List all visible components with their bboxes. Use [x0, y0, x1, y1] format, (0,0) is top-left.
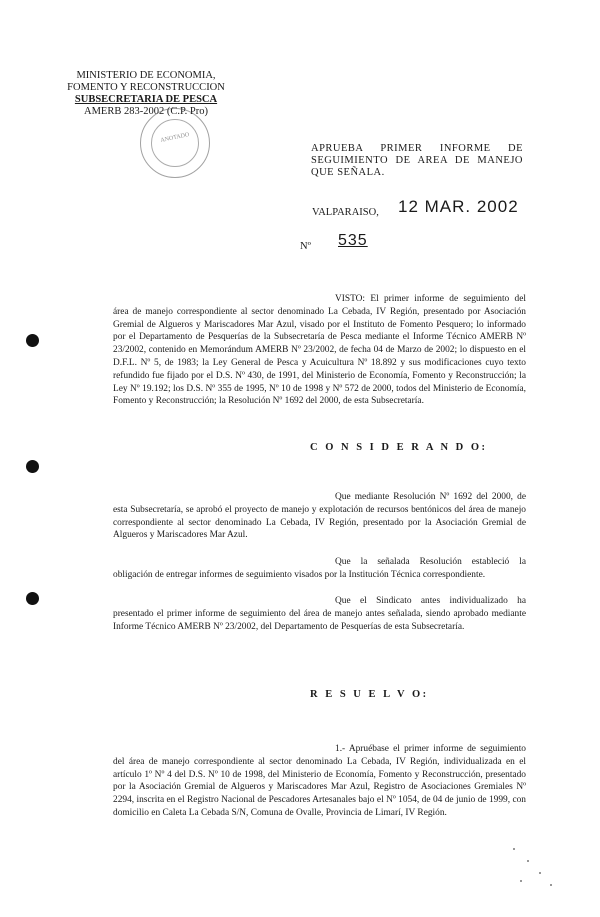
- ministry-line-1: MINISTERIO DE ECONOMIA,: [76, 70, 216, 81]
- resolution-number: 535: [338, 232, 368, 249]
- binder-hole: [26, 334, 39, 347]
- considerando-3-text: Que el Sindicato antes individualizado ha presentado el primer informe de seguimiento del área de manejo antes señalada, siendo aprobado mediante Informe Técnico AMERB Nº 23/2002, del Departamento de Pesquerías de esta Subsecretaría.: [113, 596, 526, 632]
- date-stamp: 12 MAR. 2002: [398, 197, 519, 216]
- considerando-1-text: Que mediante Resolución Nº 1692 del 2000, de esta Subsecretaría, se aprobó el proyecto de manejo y explotación de recursos bentónicos del área de manejo correspondiente al sector denominado La Cebada, IV Región, presentado por la Asociación Gremial de Algueros y Mariscadores Mar Azul.: [113, 492, 526, 541]
- scan-specks: [505, 842, 565, 902]
- visto-paragraph: VISTO: El primer informe de seguimiento del área de manejo correspondiente al sector denominado La Cebada, IV Región, presentado por Asociación Gremial de Algueros y Mariscadores Mar Azul, visado por el Instituto de Fomento Pesquero; lo informado por el Departamento de Pesquerías de la Subsecretaría de Pesca mediante el Informe Técnico AMERB Nº 23/2002, contenido en Memorándum AMERB Nº 23/2002, de fecha 04 de Marzo de 2002; lo dispuesto en el D.F.L. Nº 5, de 1983; la Ley General de Pesca y Acuicultura Nº 18.892 y sus modificaciones cuyo texto refundido fue fijado por el D.S. Nº 430, de 1991, del Ministerio de Economía, Fomento y Reconstrucción; la Ley Nº 19.192; los D.S. Nº 355 de 1995, Nº 10 de 1998 y Nº 572 de 2000, todos del Ministerio de Economía, Fomento y Reconstrucción; la Resolución Nº 1692 del 2000, de esta Subsecretaría.: [113, 294, 526, 407]
- resuelvo-1-text: 1.- Apruébase el primer informe de seguimiento del área de manejo correspondiente al sector denominado La Cebada, IV Región, individualizada en el artículo 1º Nº 4 del D.S. Nº 10 de 1998, del Ministerio de Economía, Fomento y Reconstrucción, presentado por la Asociación Gremial de Algueros y Mariscadores Mar Azul, Registro de Asociaciones Gremiales Nº 2294, inscrita en el Registro Nacional de Pescadores Artesanales bajo el Nº 1054, de 04 de junio de 1999, con domicilio en Caleta La Cebada S/N, Comuna de Ovalle, Provincia de Limarí, IV Región.: [113, 744, 526, 818]
- resuelvo-1: [113, 743, 526, 820]
- subsecretaria-line: SUBSECRETARIA DE PESCA: [74, 94, 218, 105]
- resuelvo-heading: R E S U E L V O:: [310, 689, 429, 700]
- stamp-text: ANOTADO: [160, 132, 190, 144]
- letterhead: [56, 70, 236, 118]
- reference-code: AMERB 283-2002 (C.P. Pro): [84, 106, 208, 117]
- considerando-1: [113, 491, 526, 542]
- considerando-heading: C O N S I D E R A N D O:: [310, 442, 488, 453]
- location: VALPARAISO,: [312, 207, 379, 218]
- resolution-summary: APRUEBA PRIMER INFORME DE SEGUIMIENTO DE AREA DE MANEJO QUE SEÑALA.: [311, 143, 523, 178]
- binder-hole: [26, 592, 39, 605]
- considerando-3: [113, 595, 526, 633]
- number-label: Nº: [300, 241, 311, 252]
- visto-section: [113, 293, 526, 408]
- binder-hole: [26, 460, 39, 473]
- office-stamp: [140, 108, 210, 178]
- considerando-2: [113, 556, 526, 582]
- ministry-line-2: FOMENTO Y RECONSTRUCCION: [67, 82, 225, 93]
- considerando-2-text: Que la señalada Resolución estableció la obligación de entregar informes de seguimiento visados por la Institución Técnica correspondiente.: [113, 557, 526, 580]
